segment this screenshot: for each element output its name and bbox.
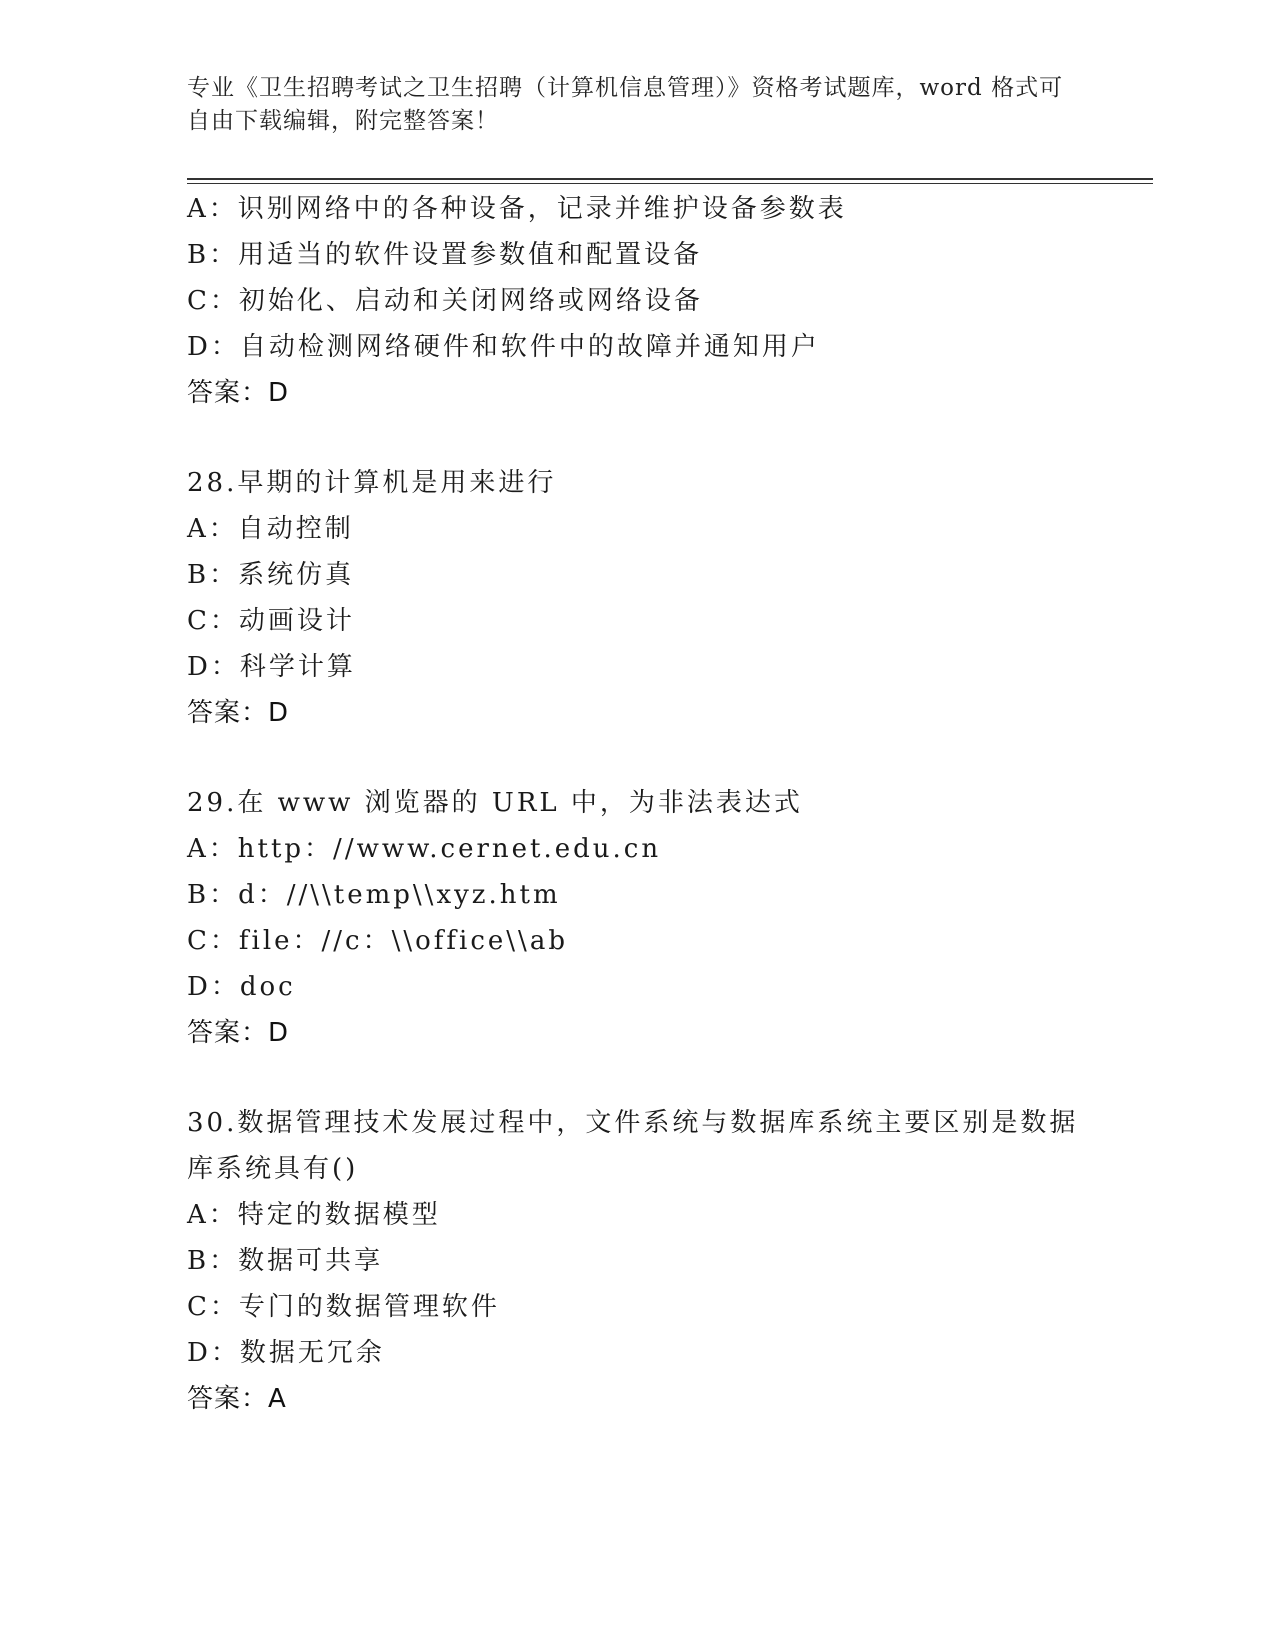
option-d: D：数据无冗余	[187, 1338, 385, 1368]
question-text: 30.数据管理技术发展过程中，文件系统与数据库系统主要区别是数据库系统具有()	[187, 1108, 1079, 1184]
option-a: A：自动控制	[187, 514, 354, 544]
header-divider-thick	[187, 178, 1153, 180]
option-a: A：http：//www.cernet.edu.cn	[187, 834, 662, 864]
question-text: 29.在 www 浏览器的 URL 中，为非法表达式	[187, 788, 803, 818]
option-d: D：doc	[187, 972, 296, 1002]
option-b: B：d：//\\temp\\xyz.htm	[187, 880, 561, 910]
option-d: D：自动检测网络硬件和软件中的故障并通知用户	[187, 332, 820, 362]
option-a: A：识别网络中的各种设备，记录并维护设备参数表	[187, 194, 847, 224]
option-c: C：file：//c：\\office\\ab	[187, 926, 568, 956]
question-text: 28.早期的计算机是用来进行	[187, 468, 557, 498]
spacer	[187, 1056, 1107, 1100]
option-a: A：特定的数据模型	[187, 1200, 441, 1230]
answer-text: 答案：D	[187, 378, 290, 408]
option-c: C：动画设计	[187, 606, 355, 636]
document-header: 专业《卫生招聘考试之卫生招聘（计算机信息管理）》资格考试题库，word 格式可自由下载编辑，附完整答案！	[187, 75, 1064, 134]
option-d: D：科学计算	[187, 652, 356, 682]
question-28-block	[187, 460, 1107, 736]
question-list	[187, 186, 1107, 1422]
spacer	[187, 736, 1107, 780]
question-27-block	[187, 186, 1107, 416]
option-c: C：专门的数据管理软件	[187, 1292, 500, 1322]
header-divider-thin	[187, 183, 1153, 184]
answer-text: 答案：D	[187, 1018, 290, 1048]
answer-text: 答案：D	[187, 698, 290, 728]
spacer	[187, 416, 1107, 460]
answer-text: 答案：A	[187, 1384, 287, 1414]
option-b: B：用适当的软件设置参数值和配置设备	[187, 240, 703, 270]
question-30-block	[187, 1100, 1107, 1422]
option-b: B：系统仿真	[187, 560, 355, 590]
option-b: B：数据可共享	[187, 1246, 384, 1276]
option-c: C：初始化、启动和关闭网络或网络设备	[187, 286, 703, 316]
question-29-block	[187, 780, 1107, 1056]
